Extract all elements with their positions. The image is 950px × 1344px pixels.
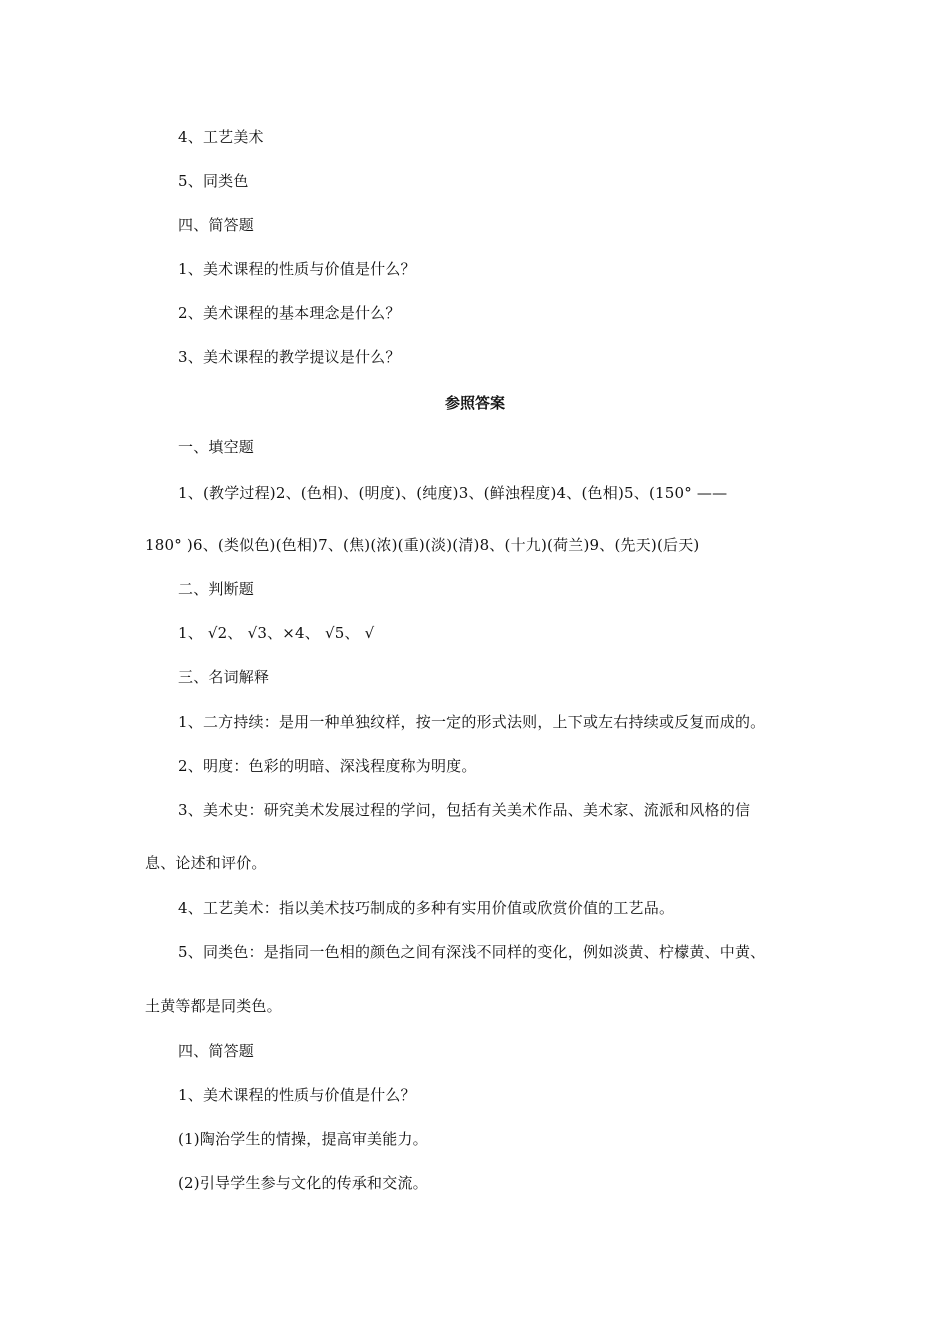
short-question-3: 3、美术课程的教学提议是什么？ (178, 348, 401, 366)
term-4: 4、工艺美术：指以美术技巧制成的多种有实用价值或欣赏价值的工艺品。 (178, 899, 675, 917)
short-answer-1-point-2: (2)引导学生参与文化的传承和交流。 (178, 1174, 428, 1192)
short-question-2: 2、美术课程的基本理念是什么？ (178, 304, 401, 322)
term-5-line-1: 5、同类色：是指同一色相的颜色之间有深浅不同样的变化，例如淡黄、柠檬黄、中黄、 (178, 943, 766, 961)
fill-blank-answers-line-2: 180° )6、(类似色)(色相)7、(焦)(浓)(重)(淡)(清)8、(十九)(荷兰)9、(先天)(后天) (145, 536, 700, 554)
question-item-4: 4、工艺美术 (178, 128, 264, 146)
true-false-answers: 1、 √2、 √3、×4、 √5、 √ (178, 624, 375, 642)
term-3-line-1: 3、美术史：研究美术发展过程的学问，包括有关美术作品、美术家、流派和风格的信 (178, 801, 751, 819)
answers-heading: 参照答案 (444, 394, 505, 412)
short-question-1: 1、美术课程的性质与价值是什么？ (178, 260, 416, 278)
fill-blank-answers-line-1: 1、(教学过程)2、(色相)、(明度)、(纯度)3、(鲜浊程度)4、(色相)5、(150° —— (178, 484, 728, 502)
short-answer-question-1: 1、美术课程的性质与价值是什么？ (178, 1086, 416, 1104)
question-item-5: 5、同类色 (178, 172, 249, 190)
short-answer-1-point-1: (1)陶治学生的情操，提高审美能力。 (178, 1130, 428, 1148)
term-5-line-2: 土黄等都是同类色。 (145, 997, 282, 1015)
short-answer-title: 四、简答题 (178, 1042, 255, 1060)
term-2: 2、明度：色彩的明暗、深浅程度称为明度。 (178, 757, 477, 775)
section-4-title: 四、简答题 (178, 216, 255, 234)
fill-blank-title: 一、填空题 (178, 438, 255, 456)
term-1: 1、二方持续：是用一种单独纹样，按一定的形式法则，上下或左右持续或反复而成的。 (178, 713, 766, 731)
term-3-line-2: 息、论述和评价。 (145, 854, 267, 872)
terms-title: 三、名词解释 (178, 668, 270, 686)
true-false-title: 二、判断题 (178, 580, 255, 598)
